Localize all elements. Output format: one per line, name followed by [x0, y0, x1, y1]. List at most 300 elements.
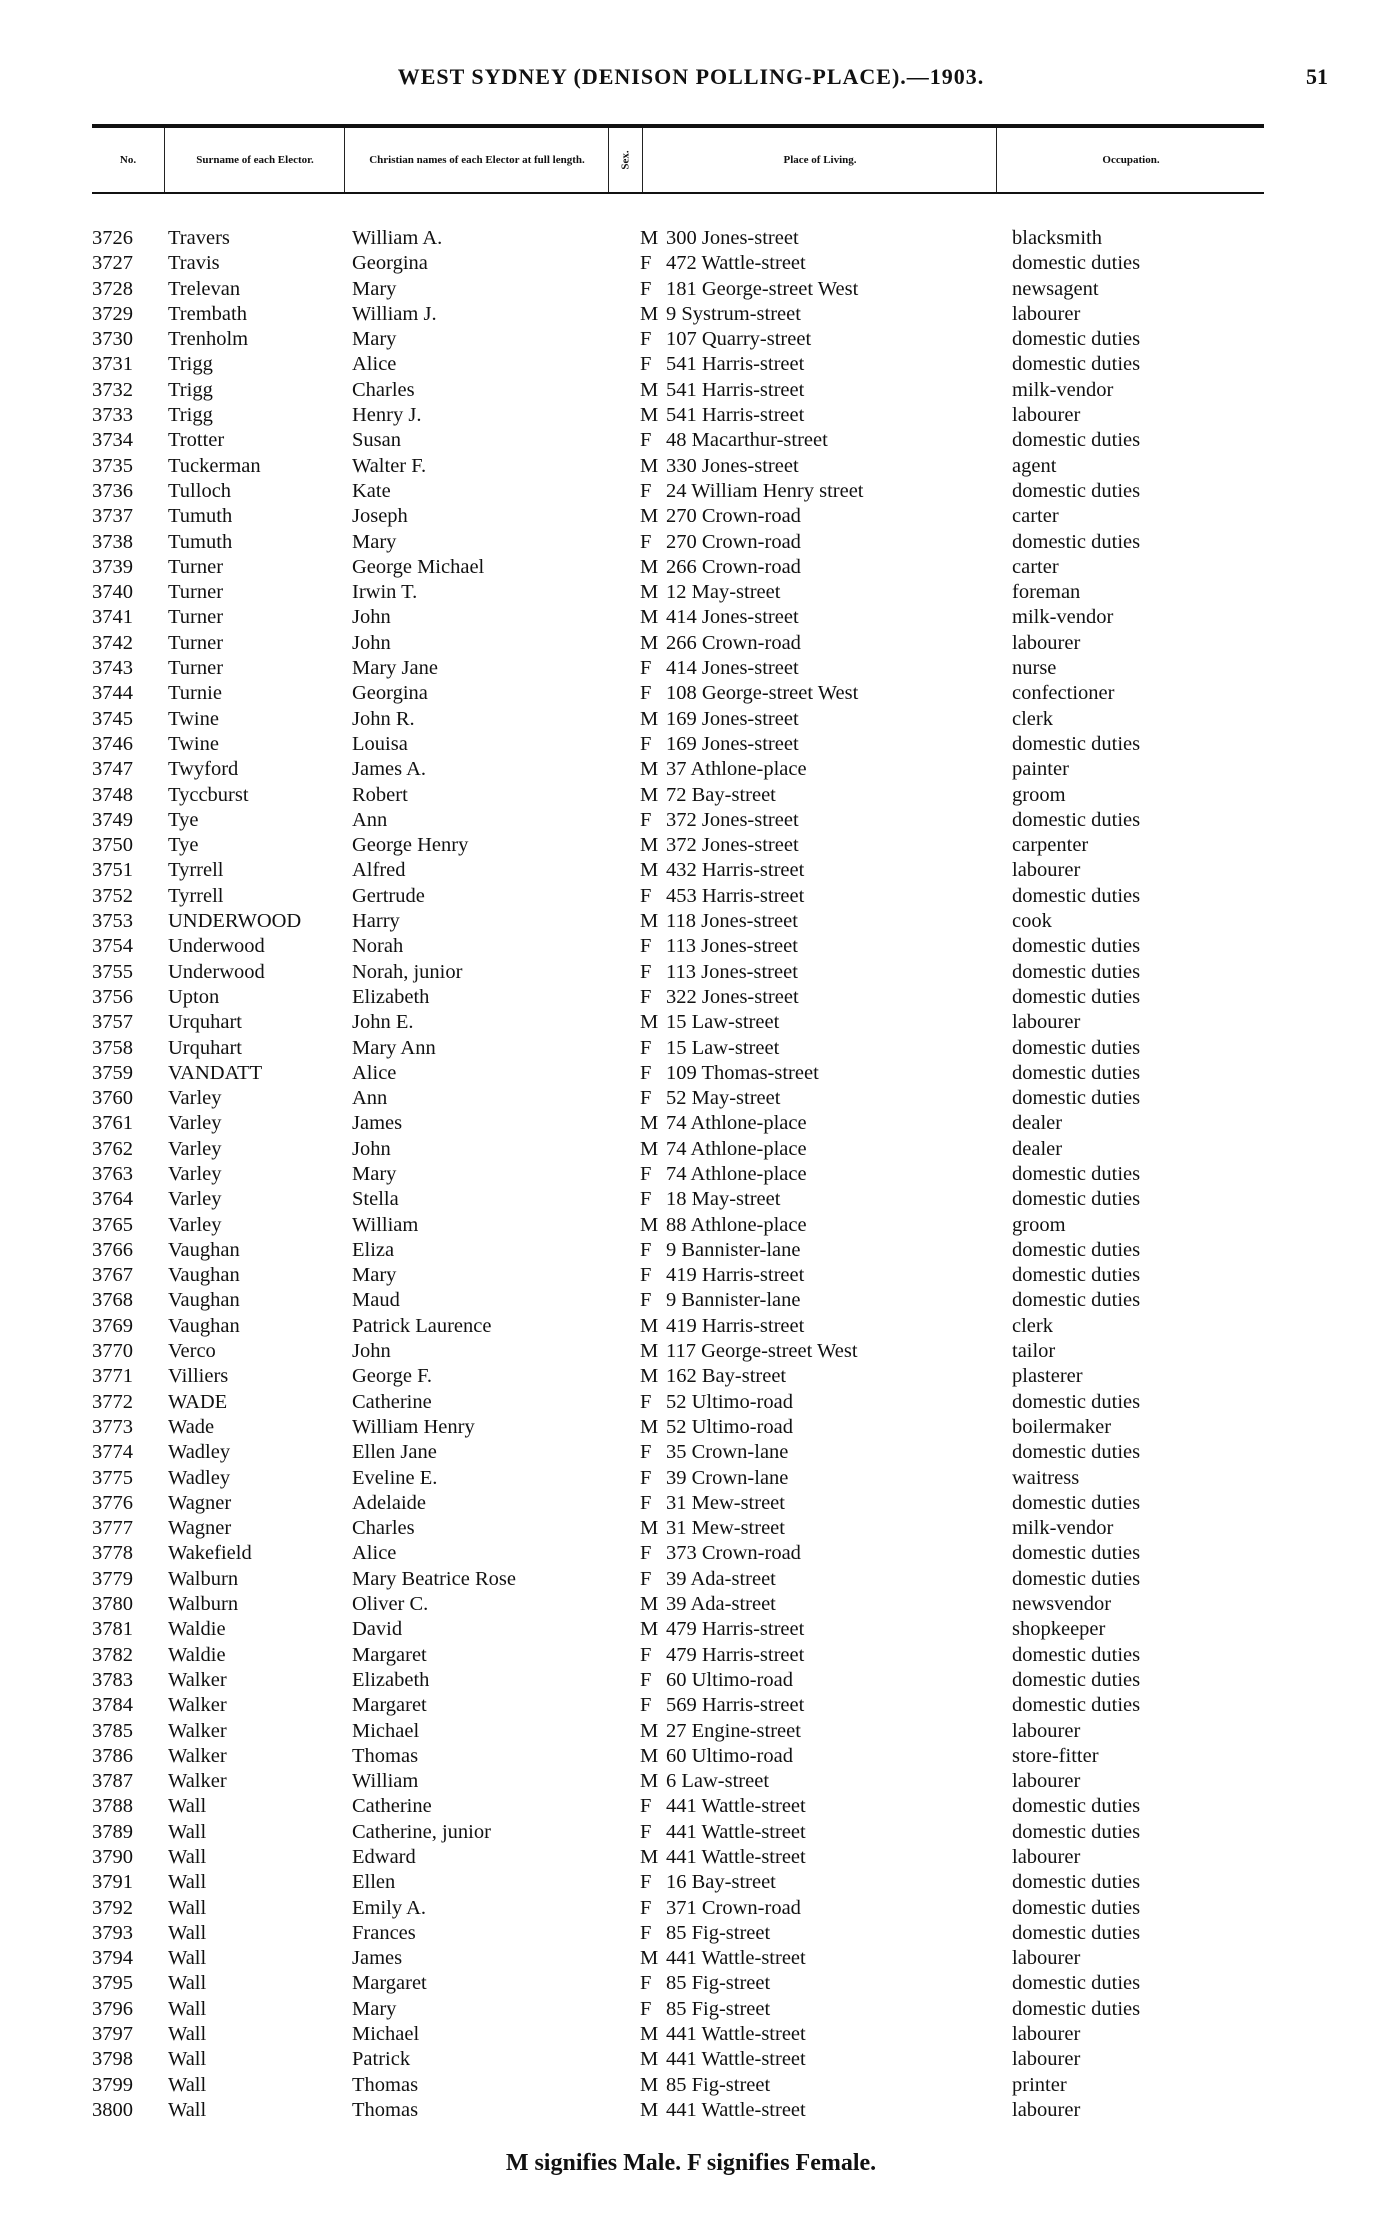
table-row	[0, 1491, 1382, 1516]
elector-sex: M	[640, 1365, 659, 1388]
elector-surname: Twyford	[168, 758, 239, 781]
elector-number: 3762	[92, 1137, 133, 1160]
elector-occupation: dealer	[1012, 1112, 1063, 1135]
elector-occupation: domestic duties	[1012, 429, 1141, 452]
elector-occupation: domestic duties	[1012, 960, 1141, 983]
header-place-of-living: Place of Living.	[642, 128, 997, 192]
elector-occupation: waitress	[1012, 1466, 1080, 1489]
table-row	[0, 428, 1382, 453]
elector-occupation: domestic duties	[1012, 1441, 1141, 1464]
table-row	[0, 277, 1382, 302]
elector-surname: Trembath	[168, 302, 247, 325]
table-row	[0, 1997, 1382, 2022]
elector-occupation: labourer	[1012, 631, 1081, 654]
elector-place-of-living: 441 Wattle-street	[666, 1846, 806, 1868]
table-row	[0, 656, 1382, 681]
elector-christian-names: John	[352, 1137, 391, 1160]
table-row	[0, 1516, 1382, 1541]
elector-christian-names: Margaret	[352, 1643, 427, 1666]
elector-occupation: domestic duties	[1012, 1061, 1141, 1084]
elector-christian-names: Catherine	[352, 1390, 432, 1413]
table-row	[0, 1946, 1382, 1971]
elector-place-of-living: 371 Crown-road	[666, 1896, 801, 1919]
elector-surname: Turner	[168, 555, 224, 578]
elector-place-of-living: 541 Harris-street	[666, 378, 805, 401]
table-row	[0, 960, 1382, 985]
elector-place-of-living: 479 Harris-street	[666, 1618, 805, 1641]
elector-surname: Wadley	[168, 1441, 231, 1464]
elector-number: 3765	[92, 1213, 133, 1236]
elector-number: 3775	[92, 1466, 133, 1489]
table-row	[0, 732, 1382, 757]
elector-number: 3748	[92, 783, 133, 806]
table-row	[0, 1719, 1382, 1744]
elector-number: 3747	[92, 758, 133, 781]
elector-christian-names: Frances	[352, 1921, 416, 1944]
elector-number: 3763	[92, 1162, 133, 1185]
elector-surname: Trotter	[168, 429, 225, 452]
elector-place-of-living: 12 May-street	[666, 581, 781, 604]
table-row	[0, 2047, 1382, 2072]
elector-sex: F	[640, 1921, 652, 1944]
elector-number: 3769	[92, 1314, 133, 1337]
table-row	[0, 2022, 1382, 2047]
elector-number: 3726	[92, 227, 133, 249]
header-sex-cell	[608, 128, 643, 192]
table-row	[0, 1643, 1382, 1668]
elector-place-of-living: 9 Bannister-lane	[666, 1289, 801, 1312]
elector-occupation: milk-vendor	[1012, 1517, 1114, 1540]
elector-occupation: clerk	[1012, 1314, 1053, 1337]
elector-surname: Tye	[168, 808, 199, 831]
elector-surname: Tyccburst	[168, 783, 249, 806]
elector-number: 3750	[92, 834, 133, 857]
elector-number: 3766	[92, 1238, 133, 1261]
elector-place-of-living: 569 Harris-street	[666, 1694, 805, 1717]
elector-sex: M	[640, 581, 659, 604]
elector-surname: Wagner	[168, 1517, 232, 1540]
elector-number: 3796	[92, 1997, 133, 2020]
elector-christian-names: Mary Jane	[352, 657, 438, 680]
elector-occupation: labourer	[1012, 2023, 1081, 2046]
elector-surname: Wade	[168, 1415, 215, 1438]
elector-christian-names: Harry	[352, 910, 400, 933]
elector-occupation: domestic duties	[1012, 1188, 1141, 1211]
header-occupation: Occupation.	[996, 128, 1265, 192]
elector-sex: F	[640, 1466, 652, 1489]
elector-surname: Wall	[168, 1972, 207, 1995]
table-row	[0, 783, 1382, 808]
table-row	[0, 631, 1382, 656]
elector-place-of-living: 162 Bay-street	[666, 1365, 787, 1388]
elector-surname: Wagner	[168, 1491, 232, 1514]
elector-christian-names: Mary Beatrice Rose	[352, 1567, 516, 1590]
table-row	[0, 884, 1382, 909]
header-no: No.	[119, 153, 137, 166]
elector-sex: M	[640, 834, 659, 857]
table-row	[0, 555, 1382, 580]
elector-number: 3738	[92, 530, 133, 553]
elector-sex: M	[640, 1314, 659, 1337]
table-row	[0, 479, 1382, 504]
elector-occupation: labourer	[1012, 2048, 1081, 2071]
elector-sex: M	[640, 1770, 659, 1793]
elector-occupation: domestic duties	[1012, 1668, 1141, 1691]
elector-sex: F	[640, 1036, 652, 1059]
elector-sex: F	[640, 1188, 652, 1211]
elector-sex: F	[640, 429, 652, 452]
table-row	[0, 580, 1382, 605]
elector-surname: Trigg	[168, 353, 213, 376]
elector-place-of-living: 74 Athlone-place	[666, 1162, 807, 1185]
elector-place-of-living: 541 Harris-street	[666, 353, 805, 376]
elector-christian-names: Adelaide	[352, 1491, 426, 1514]
elector-surname: WADE	[168, 1390, 228, 1413]
elector-occupation: labourer	[1012, 1011, 1081, 1034]
elector-number: 3782	[92, 1643, 133, 1666]
elector-place-of-living: 270 Crown-road	[666, 505, 801, 528]
table-row	[0, 681, 1382, 706]
elector-number: 3787	[92, 1770, 133, 1793]
elector-christian-names: Thomas	[352, 1744, 419, 1767]
elector-occupation: painter	[1012, 758, 1069, 781]
elector-sex: M	[640, 758, 659, 781]
elector-place-of-living: 113 Jones-street	[666, 960, 798, 983]
elector-occupation: domestic duties	[1012, 1896, 1141, 1919]
elector-sex: F	[640, 479, 652, 502]
elector-surname: Tumuth	[168, 530, 233, 553]
elector-place-of-living: 169 Jones-street	[666, 707, 799, 730]
elector-number: 3779	[92, 1567, 133, 1590]
elector-sex: M	[640, 910, 659, 933]
elector-occupation: labourer	[1012, 1947, 1081, 1970]
elector-sex: F	[640, 1694, 652, 1717]
elector-sex: F	[640, 1542, 652, 1565]
elector-surname: Underwood	[168, 960, 265, 983]
elector-place-of-living: 541 Harris-street	[666, 404, 805, 427]
elector-surname: Wall	[168, 1846, 207, 1868]
elector-occupation: nurse	[1012, 657, 1057, 680]
table-row	[0, 1010, 1382, 1035]
elector-place-of-living: 39 Ada-street	[666, 1593, 776, 1616]
elector-christian-names: Norah, junior	[352, 960, 463, 983]
elector-sex: F	[640, 1238, 652, 1261]
elector-occupation: domestic duties	[1012, 1972, 1141, 1995]
elector-surname: Vaughan	[168, 1264, 240, 1287]
elector-christian-names: Ellen Jane	[352, 1441, 437, 1464]
elector-number: 3793	[92, 1921, 133, 1944]
elector-occupation: domestic duties	[1012, 1997, 1141, 2020]
elector-occupation: domestic duties	[1012, 1871, 1141, 1894]
elector-christian-names: William	[352, 1770, 419, 1793]
elector-number: 3737	[92, 505, 133, 528]
table-row	[0, 352, 1382, 377]
elector-christian-names: Mary	[352, 277, 397, 300]
elector-surname: Vaughan	[168, 1238, 240, 1261]
elector-occupation: milk-vendor	[1012, 378, 1114, 401]
elector-number: 3777	[92, 1517, 133, 1540]
elector-sex: M	[640, 859, 659, 882]
elector-sex: F	[640, 985, 652, 1008]
elector-place-of-living: 60 Ultimo-road	[666, 1744, 793, 1767]
elector-sex: M	[640, 783, 659, 806]
table-row	[0, 1541, 1382, 1566]
table-row	[0, 1364, 1382, 1389]
elector-sex: F	[640, 252, 652, 275]
elector-sex: M	[640, 454, 659, 477]
elector-place-of-living: 266 Crown-road	[666, 555, 801, 578]
elector-place-of-living: 419 Harris-street	[666, 1314, 805, 1337]
elector-number: 3746	[92, 732, 133, 755]
elector-christian-names: James	[352, 1947, 403, 1970]
elector-place-of-living: 441 Wattle-street	[666, 2098, 806, 2121]
elector-number: 3797	[92, 2023, 133, 2046]
elector-sex: F	[640, 1820, 652, 1843]
elector-sex: F	[640, 1871, 652, 1894]
table-row	[0, 1693, 1382, 1718]
elector-number: 3773	[92, 1415, 133, 1438]
elector-surname: Varley	[168, 1188, 222, 1211]
table-row	[0, 454, 1382, 479]
table-row	[0, 251, 1382, 276]
elector-christian-names: Mary Ann	[352, 1036, 436, 1059]
elector-surname: Walker	[168, 1744, 227, 1767]
table-row	[0, 1567, 1382, 1592]
elector-sex: F	[640, 682, 652, 705]
elector-occupation: blacksmith	[1012, 227, 1102, 249]
elector-surname: Wall	[168, 1795, 207, 1818]
elector-sex: F	[640, 1441, 652, 1464]
elector-sex: M	[640, 2023, 659, 2046]
elector-christian-names: Louisa	[352, 732, 408, 755]
elector-christian-names: John	[352, 606, 391, 629]
elector-surname: Walker	[168, 1668, 227, 1691]
elector-sex: M	[640, 1415, 659, 1438]
elector-number: 3728	[92, 277, 133, 300]
elector-number: 3771	[92, 1365, 133, 1388]
elector-number: 3768	[92, 1289, 133, 1312]
elector-number: 3751	[92, 859, 133, 882]
elector-christian-names: Elizabeth	[352, 1668, 430, 1691]
elector-number: 3727	[92, 252, 133, 275]
elector-christian-names: Margaret	[352, 1972, 427, 1995]
elector-sex: F	[640, 960, 652, 983]
elector-place-of-living: 74 Athlone-place	[666, 1137, 807, 1160]
elector-number: 3780	[92, 1593, 133, 1616]
elector-place-of-living: 27 Engine-street	[666, 1719, 801, 1742]
table-row	[0, 302, 1382, 327]
table-row	[0, 934, 1382, 959]
elector-surname: Tye	[168, 834, 199, 857]
elector-number: 3735	[92, 454, 133, 477]
elector-christian-names: Emily A.	[352, 1896, 427, 1919]
table-row	[0, 1921, 1382, 1946]
elector-surname: Trigg	[168, 378, 213, 401]
elector-occupation: domestic duties	[1012, 1567, 1141, 1590]
elector-place-of-living: 472 Wattle-street	[666, 252, 806, 275]
elector-occupation: domestic duties	[1012, 530, 1141, 553]
elector-number: 3778	[92, 1542, 133, 1565]
elector-place-of-living: 441 Wattle-street	[666, 1947, 806, 1970]
table-row	[0, 1769, 1382, 1794]
table-row	[0, 1744, 1382, 1769]
elector-christian-names: Walter F.	[352, 454, 427, 477]
elector-place-of-living: 300 Jones-street	[666, 227, 799, 249]
elector-occupation: domestic duties	[1012, 479, 1141, 502]
elector-christian-names: Kate	[352, 479, 391, 502]
elector-number: 3798	[92, 2048, 133, 2071]
elector-surname: UNDERWOOD	[168, 910, 302, 933]
elector-christian-names: George Michael	[352, 555, 485, 578]
table-row	[0, 1617, 1382, 1642]
elector-number: 3786	[92, 1744, 133, 1767]
elector-number: 3736	[92, 479, 133, 502]
elector-occupation: domestic duties	[1012, 808, 1141, 831]
elector-number: 3789	[92, 1820, 133, 1843]
table-row	[0, 985, 1382, 1010]
elector-surname: Tumuth	[168, 505, 233, 528]
elector-occupation: domestic duties	[1012, 732, 1141, 755]
elector-number: 3791	[92, 1871, 133, 1894]
table-row	[0, 1111, 1382, 1136]
elector-place-of-living: 88 Athlone-place	[666, 1213, 807, 1236]
elector-sex: M	[640, 707, 659, 730]
elector-place-of-living: 35 Crown-lane	[666, 1441, 789, 1464]
elector-number: 3741	[92, 606, 133, 629]
elector-surname: Urquhart	[168, 1036, 243, 1059]
elector-surname: Tuckerman	[168, 454, 261, 477]
elector-sex: F	[640, 808, 652, 831]
elector-surname: Turner	[168, 657, 224, 680]
elector-christian-names: Maud	[352, 1289, 400, 1312]
elector-sex: F	[640, 1264, 652, 1287]
elector-list	[0, 226, 1382, 2123]
elector-surname: Trenholm	[168, 328, 249, 351]
elector-occupation: domestic duties	[1012, 1390, 1141, 1413]
elector-surname: Waldie	[168, 1618, 226, 1641]
elector-surname: Wall	[168, 1921, 207, 1944]
elector-sex: M	[640, 631, 659, 654]
table-row	[0, 757, 1382, 782]
elector-place-of-living: 441 Wattle-street	[666, 1820, 806, 1843]
elector-occupation: groom	[1012, 783, 1066, 806]
elector-number: 3749	[92, 808, 133, 831]
elector-christian-names: David	[352, 1618, 403, 1641]
elector-place-of-living: 479 Harris-street	[666, 1643, 805, 1666]
elector-surname: VANDATT	[168, 1061, 263, 1084]
elector-sex: M	[640, 404, 659, 427]
elector-number: 3772	[92, 1390, 133, 1413]
elector-surname: Waldie	[168, 1643, 226, 1666]
elector-place-of-living: 432 Harris-street	[666, 859, 805, 882]
elector-occupation: labourer	[1012, 1770, 1081, 1793]
elector-sex: F	[640, 1390, 652, 1413]
elector-sex: F	[640, 1567, 652, 1590]
table-row	[0, 1288, 1382, 1313]
elector-number: 3742	[92, 631, 133, 654]
elector-christian-names: Eliza	[352, 1238, 395, 1261]
elector-place-of-living: 9 Systrum-street	[666, 302, 801, 325]
elector-sex: F	[640, 1491, 652, 1514]
elector-number: 3739	[92, 555, 133, 578]
table-row	[0, 1870, 1382, 1895]
elector-christian-names: Alfred	[352, 859, 406, 882]
elector-christian-names: William J.	[352, 302, 437, 325]
table-row	[0, 1845, 1382, 1870]
elector-christian-names: John R.	[352, 707, 415, 730]
elector-sex: M	[640, 1744, 659, 1767]
elector-occupation: labourer	[1012, 1846, 1081, 1868]
elector-place-of-living: 85 Fig-street	[666, 1921, 771, 1944]
table-row	[0, 2073, 1382, 2098]
elector-occupation: tailor	[1012, 1340, 1056, 1363]
elector-occupation: cook	[1012, 910, 1052, 933]
elector-christian-names: Ann	[352, 1087, 388, 1110]
elector-place-of-living: 113 Jones-street	[666, 935, 798, 958]
elector-number: 3767	[92, 1264, 133, 1287]
elector-occupation: domestic duties	[1012, 1921, 1141, 1944]
elector-sex: M	[640, 1112, 659, 1135]
elector-christian-names: Michael	[352, 2023, 420, 2046]
elector-sex: M	[640, 302, 659, 325]
elector-place-of-living: 419 Harris-street	[666, 1264, 805, 1287]
elector-christian-names: Oliver C.	[352, 1593, 429, 1616]
elector-place-of-living: 330 Jones-street	[666, 454, 799, 477]
elector-place-of-living: 453 Harris-street	[666, 884, 805, 907]
elector-place-of-living: 72 Bay-street	[666, 783, 776, 806]
elector-sex: M	[640, 555, 659, 578]
elector-christian-names: Ellen	[352, 1871, 396, 1894]
elector-christian-names: Susan	[352, 429, 401, 452]
elector-sex: F	[640, 657, 652, 680]
elector-sex: M	[640, 1846, 659, 1868]
elector-occupation: carter	[1012, 555, 1059, 578]
elector-occupation: printer	[1012, 2073, 1067, 2096]
elector-christian-names: Margaret	[352, 1694, 427, 1717]
elector-place-of-living: 441 Wattle-street	[666, 2023, 806, 2046]
table-row	[0, 858, 1382, 883]
elector-place-of-living: 24 William Henry street	[666, 479, 864, 502]
elector-place-of-living: 322 Jones-street	[666, 985, 799, 1008]
elector-surname: Wadley	[168, 1466, 231, 1489]
elector-christian-names: George F.	[352, 1365, 432, 1388]
elector-number: 3794	[92, 1947, 133, 1970]
elector-surname: Verco	[168, 1340, 216, 1363]
table-row	[0, 1668, 1382, 1693]
elector-christian-names: Mary	[352, 328, 397, 351]
elector-occupation: domestic duties	[1012, 1795, 1141, 1818]
elector-sex: F	[640, 1896, 652, 1919]
table-row	[0, 1440, 1382, 1465]
elector-surname: Walker	[168, 1719, 227, 1742]
elector-number: 3743	[92, 657, 133, 680]
elector-occupation: dealer	[1012, 1137, 1063, 1160]
table-row	[0, 1238, 1382, 1263]
elector-number: 3795	[92, 1972, 133, 1995]
elector-occupation: domestic duties	[1012, 1162, 1141, 1185]
elector-occupation: carpenter	[1012, 834, 1089, 857]
page-number: 51	[1306, 64, 1328, 89]
elector-surname: Wall	[168, 2048, 207, 2071]
elector-place-of-living: 117 George-street West	[666, 1340, 858, 1363]
elector-occupation: domestic duties	[1012, 1289, 1141, 1312]
elector-christian-names: Alice	[352, 353, 397, 376]
elector-occupation: domestic duties	[1012, 252, 1141, 275]
elector-number: 3754	[92, 935, 133, 958]
elector-number: 3790	[92, 1846, 133, 1868]
table-row	[0, 833, 1382, 858]
table-row	[0, 2098, 1382, 2123]
